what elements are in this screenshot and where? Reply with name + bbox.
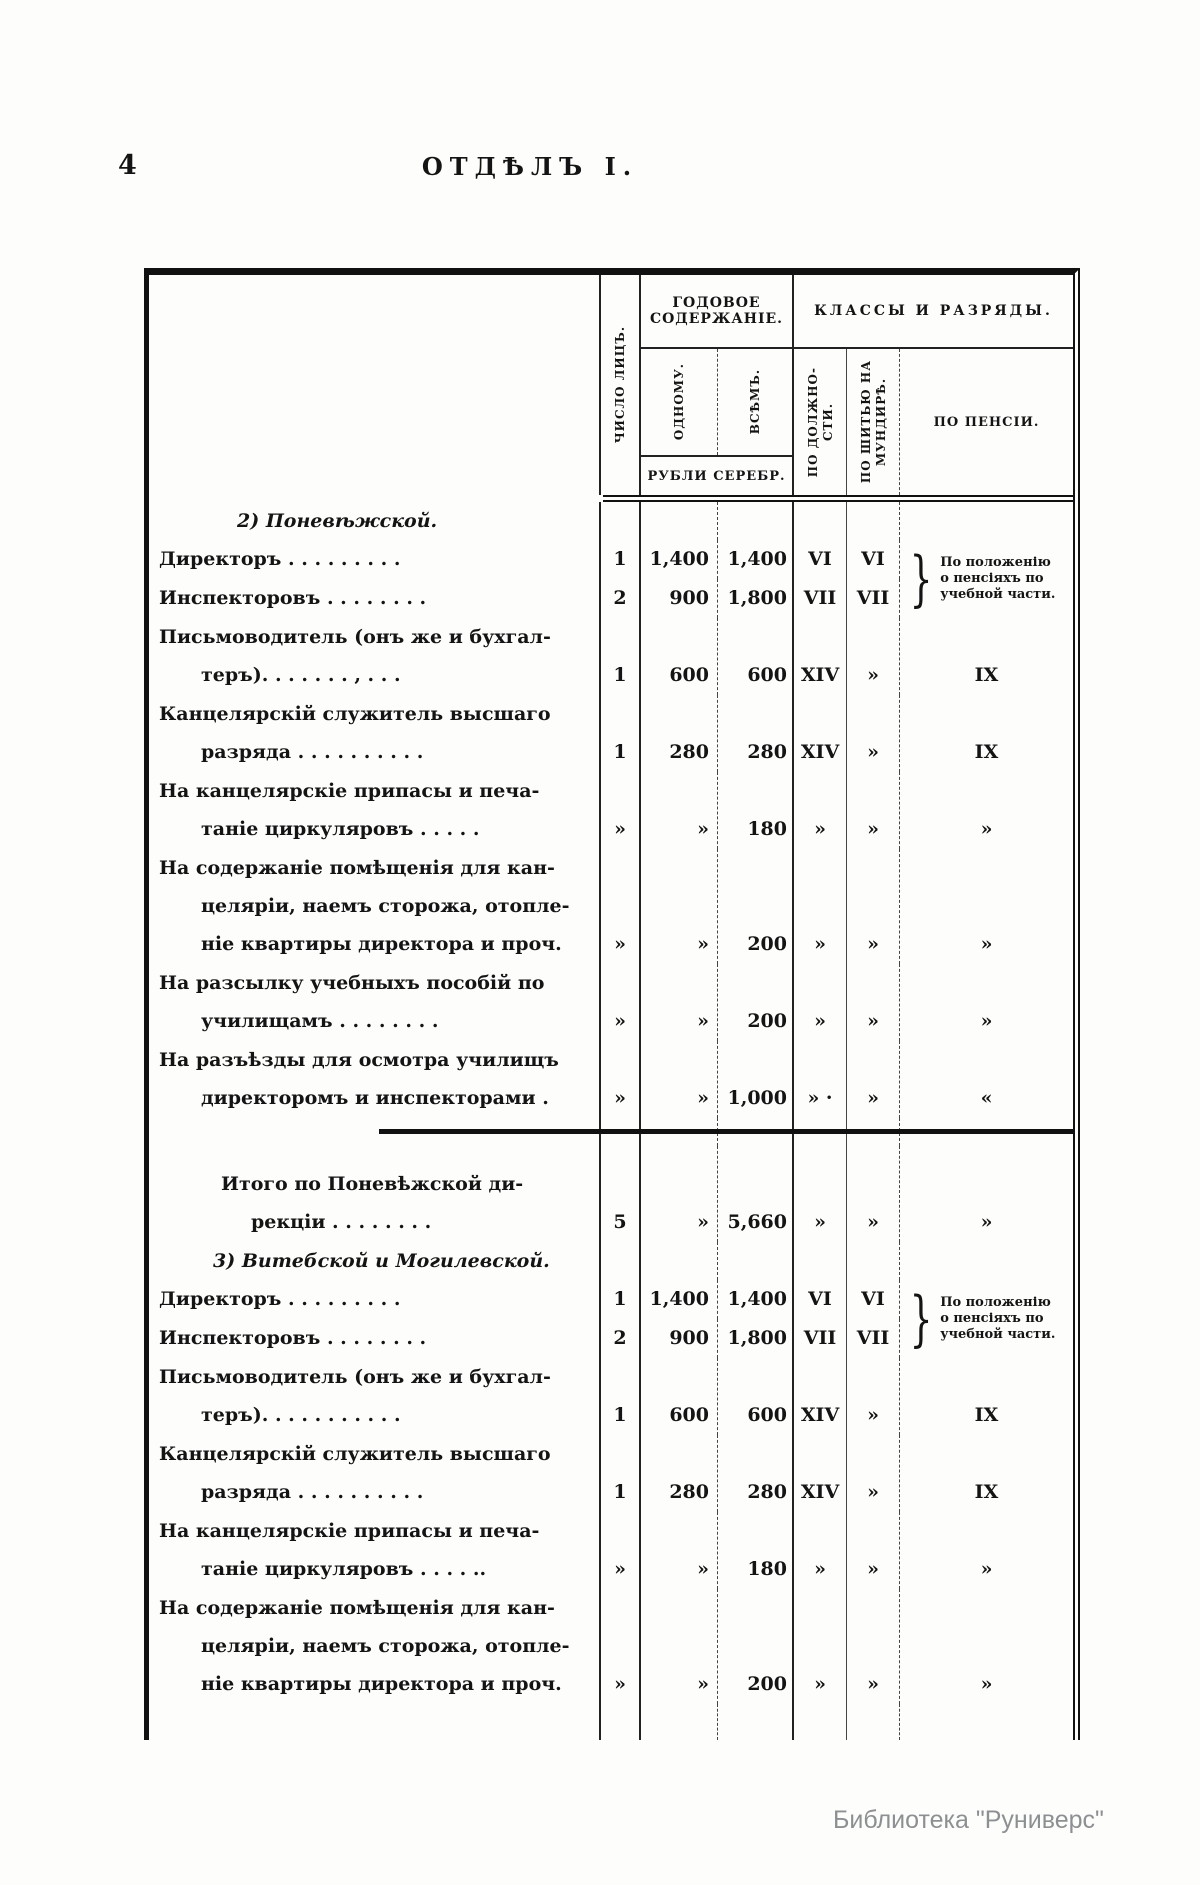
header-by-pension: ПО ПЕНСІИ. <box>933 414 1040 430</box>
separator-rule <box>379 1129 1073 1134</box>
page-title: ОТДѢЛЪ I. <box>421 152 639 181</box>
cell-class-position: » · <box>794 1041 847 1118</box>
row-label-cont: таніе циркуляровъ . . . . .. <box>201 1558 487 1580</box>
cell-class-uniform: » <box>847 1358 900 1435</box>
header-double-rule <box>603 495 1073 502</box>
cell-count: 5 <box>601 1146 641 1242</box>
row-label: На канцелярскіе припасы и печа- <box>159 780 540 802</box>
row-label: Инспекторовъ . . . . . . . . <box>159 587 427 609</box>
cell-salary-each: » <box>641 772 718 849</box>
row-label: Письмоводитель (онъ же и бухгал- <box>159 626 551 648</box>
cell-class-uniform: » <box>847 964 900 1041</box>
row-label: На разъѣзды для осмотра училищъ <box>159 1049 559 1071</box>
row-label-cont: директоромъ и инспекторами . <box>201 1087 549 1109</box>
cell-count: 1 <box>601 695 641 772</box>
row-label-cont: теръ). . . . . . . . . . . <box>201 1404 401 1426</box>
cell-class-uniform: » <box>847 849 900 964</box>
cell-salary-each: 1,400 <box>641 540 718 579</box>
cell-class-uniform: VII <box>847 579 900 618</box>
cell-class-uniform: » <box>847 618 900 695</box>
cell-salary-all: 1,800 <box>718 579 794 618</box>
row-label-cont: разряда . . . . . . . . . . <box>201 741 424 763</box>
cell-salary-all: 200 <box>718 964 794 1041</box>
table-row <box>149 1435 1073 1512</box>
row-label: На содержаніе помѣщенія для кан- <box>159 857 555 879</box>
row-label-cont: разряда . . . . . . . . . . <box>201 1481 424 1503</box>
cell-salary-each: 900 <box>641 579 718 618</box>
header-salary-all: ВСѢМЪ. <box>748 369 762 435</box>
cell-salary-each: 900 <box>641 1319 718 1358</box>
table-row <box>149 618 1073 695</box>
cell-class-pension: » <box>980 933 993 955</box>
row-label: Директоръ . . . . . . . . . <box>159 548 401 570</box>
table-row <box>149 1041 1073 1118</box>
cell-count: » <box>601 1589 641 1704</box>
cell-salary-all: 1,400 <box>718 1280 794 1319</box>
brace-icon: } <box>909 1284 933 1354</box>
row-label-cont: таніе циркуляровъ . . . . . <box>201 818 480 840</box>
table-row <box>149 579 900 618</box>
header-classes-and-ranks: КЛАССЫ И РАЗРЯДЫ. <box>794 275 1073 349</box>
cell-count: 1 <box>601 618 641 695</box>
cell-salary-all: 1,800 <box>718 1319 794 1358</box>
row-label: На разсылку учебныхъ пособій по <box>159 972 545 994</box>
row-label: Письмоводитель (онъ же и бухгал- <box>159 1366 551 1388</box>
row-group-director-inspectors <box>149 1280 1073 1358</box>
cell-class-pension: IX <box>974 1404 999 1426</box>
table-header <box>149 275 1073 495</box>
cell-class-uniform: VII <box>847 1319 900 1358</box>
header-label-spacer <box>149 275 601 495</box>
table-row <box>149 1319 900 1358</box>
cell-class-position: XIV <box>794 1435 847 1512</box>
cell-class-position: VI <box>794 1280 847 1319</box>
cell-class-uniform: » <box>847 695 900 772</box>
cell-salary-each: » <box>641 849 718 964</box>
table-row <box>149 1358 1073 1435</box>
cell-class-position: VI <box>794 540 847 579</box>
cell-count: 2 <box>601 1319 641 1358</box>
cell-class-pension: IX <box>974 664 999 686</box>
header-annual-salary: ГОДОВОЕ СОДЕРЖАНІЕ. <box>641 275 792 349</box>
cell-salary-each: 600 <box>641 618 718 695</box>
section-heading-ponevezh <box>149 502 1073 540</box>
cell-count: 1 <box>601 540 641 579</box>
table-row <box>149 1589 1073 1704</box>
table-row <box>149 695 1073 772</box>
cell-salary-each: » <box>641 1041 718 1118</box>
cell-salary-all: 280 <box>718 1435 794 1512</box>
section-heading-vitebsk <box>149 1242 1073 1280</box>
cell-class-uniform: » <box>847 772 900 849</box>
cell-class-uniform: » <box>847 1435 900 1512</box>
cell-count: » <box>601 1512 641 1589</box>
library-watermark: Библиотека "Руниверс" <box>833 1806 1104 1834</box>
row-label-cont: целяріи, наемъ сторожа, отопле- <box>201 895 570 917</box>
table-row <box>149 964 1073 1041</box>
row-label-cont: ніе квартиры директора и проч. <box>201 1673 562 1695</box>
cell-count: » <box>601 964 641 1041</box>
cell-salary-each: 280 <box>641 1435 718 1512</box>
cell-class-position: » <box>794 1146 847 1242</box>
header-annual-salary-group <box>641 275 794 495</box>
table-row-total <box>149 1146 1073 1242</box>
header-salary-each: ОДНОМУ. <box>641 349 718 455</box>
cell-count: » <box>601 1041 641 1118</box>
cell-count: 1 <box>601 1280 641 1319</box>
row-label: Инспекторовъ . . . . . . . . <box>159 1327 427 1349</box>
row-label-cont: училищамъ . . . . . . . . <box>201 1010 439 1032</box>
brace-icon: } <box>909 544 933 614</box>
cell-class-position: XIV <box>794 695 847 772</box>
row-group-director-inspectors <box>149 540 1073 618</box>
row-label: Канцелярскій служитель высшаго <box>159 703 551 725</box>
cell-salary-all: 180 <box>718 772 794 849</box>
cell-salary-all: 600 <box>718 1358 794 1435</box>
cell-count: 1 <box>601 1358 641 1435</box>
cell-class-pension: » <box>980 1558 993 1580</box>
table-row <box>149 1280 900 1319</box>
cell-class-uniform: VI <box>847 1280 900 1319</box>
section-title: 3) Витебской и Могилевской. <box>213 1250 550 1272</box>
row-label: На канцелярскіе припасы и печа- <box>159 1520 540 1542</box>
header-silver-rubles: РУБЛИ СЕРЕБР. <box>641 455 792 495</box>
cell-salary-each: » <box>641 1589 718 1704</box>
cell-class-position: » <box>794 849 847 964</box>
table-cutoff-spacer <box>149 1704 1073 1740</box>
row-label-cont: целяріи, наемъ сторожа, отопле- <box>201 1635 570 1657</box>
row-label: Канцелярскій служитель высшаго <box>159 1443 551 1465</box>
row-label-cont: ніе квартиры директора и проч. <box>201 933 562 955</box>
cell-salary-each: 280 <box>641 695 718 772</box>
header-number-of-persons-label: ЧИСЛО ЛИЦЪ. <box>613 326 627 444</box>
table-row <box>149 772 1073 849</box>
cell-count: » <box>601 849 641 964</box>
cell-class-pension: » <box>980 1010 993 1032</box>
cell-salary-all: 1,000 <box>718 1041 794 1118</box>
row-label-cont: теръ). . . . . . . , . . . <box>201 664 401 686</box>
cell-salary-all: 200 <box>718 1589 794 1704</box>
cell-class-pension: » <box>980 1211 993 1233</box>
cell-class-pension: IX <box>974 741 999 763</box>
table-row <box>149 849 1073 964</box>
cell-class-pension: » <box>980 818 993 840</box>
table-row <box>149 1512 1073 1589</box>
pension-note: } По положенію о пенсіяхъ по учебной части. <box>909 544 1056 614</box>
cell-class-uniform: » <box>847 1512 900 1589</box>
cell-salary-all: 600 <box>718 618 794 695</box>
cell-class-position: » <box>794 772 847 849</box>
cell-class-uniform: » <box>847 1146 900 1242</box>
cell-salary-all: 5,660 <box>718 1146 794 1242</box>
cell-count: 1 <box>601 1435 641 1512</box>
cell-class-pension: » <box>980 1673 993 1695</box>
staff-salary-table <box>144 268 1080 1740</box>
cell-class-pension: « <box>980 1087 993 1109</box>
cell-class-uniform: » <box>847 1041 900 1118</box>
cell-salary-each: » <box>641 1146 718 1242</box>
cell-salary-each: 1,400 <box>641 1280 718 1319</box>
cell-class-position: XIV <box>794 618 847 695</box>
header-by-position: ПО ДОЛЖНО- СТИ. <box>794 349 847 495</box>
cell-salary-all: 280 <box>718 695 794 772</box>
cell-class-position: » <box>794 1512 847 1589</box>
cell-count: 2 <box>601 579 641 618</box>
cell-salary-each: » <box>641 964 718 1041</box>
header-classes-group <box>794 275 1073 495</box>
cell-salary-all: 200 <box>718 849 794 964</box>
cell-salary-each: » <box>641 1512 718 1589</box>
cell-class-position: » <box>794 964 847 1041</box>
cell-salary-all: 1,400 <box>718 540 794 579</box>
cell-class-position: » <box>794 1589 847 1704</box>
page-number: 4 <box>118 150 137 181</box>
cell-class-position: VII <box>794 579 847 618</box>
header-number-of-persons <box>601 275 641 495</box>
cell-count: » <box>601 772 641 849</box>
table-row <box>149 540 900 579</box>
section-title: 2) Поневѣжской. <box>237 510 438 532</box>
pension-note: } По положенію о пенсіяхъ по учебной части. <box>909 1284 1056 1354</box>
cell-class-position: XIV <box>794 1358 847 1435</box>
row-label-cont: рекціи . . . . . . . . <box>251 1211 432 1233</box>
row-label: Итого по Поневѣжской ди- <box>221 1173 524 1195</box>
cell-class-pension: IX <box>974 1481 999 1503</box>
row-label: На содержаніе помѣщенія для кан- <box>159 1597 555 1619</box>
cell-class-uniform: VI <box>847 540 900 579</box>
row-label: Директоръ . . . . . . . . . <box>159 1288 401 1310</box>
cell-class-position: VII <box>794 1319 847 1358</box>
cell-salary-each: 600 <box>641 1358 718 1435</box>
cell-salary-all: 180 <box>718 1512 794 1589</box>
cell-class-uniform: » <box>847 1589 900 1704</box>
header-by-uniform: ПО ШИТЬЮ НА МУНДИРѢ. <box>847 349 900 495</box>
section-separator-row <box>149 1118 1073 1146</box>
